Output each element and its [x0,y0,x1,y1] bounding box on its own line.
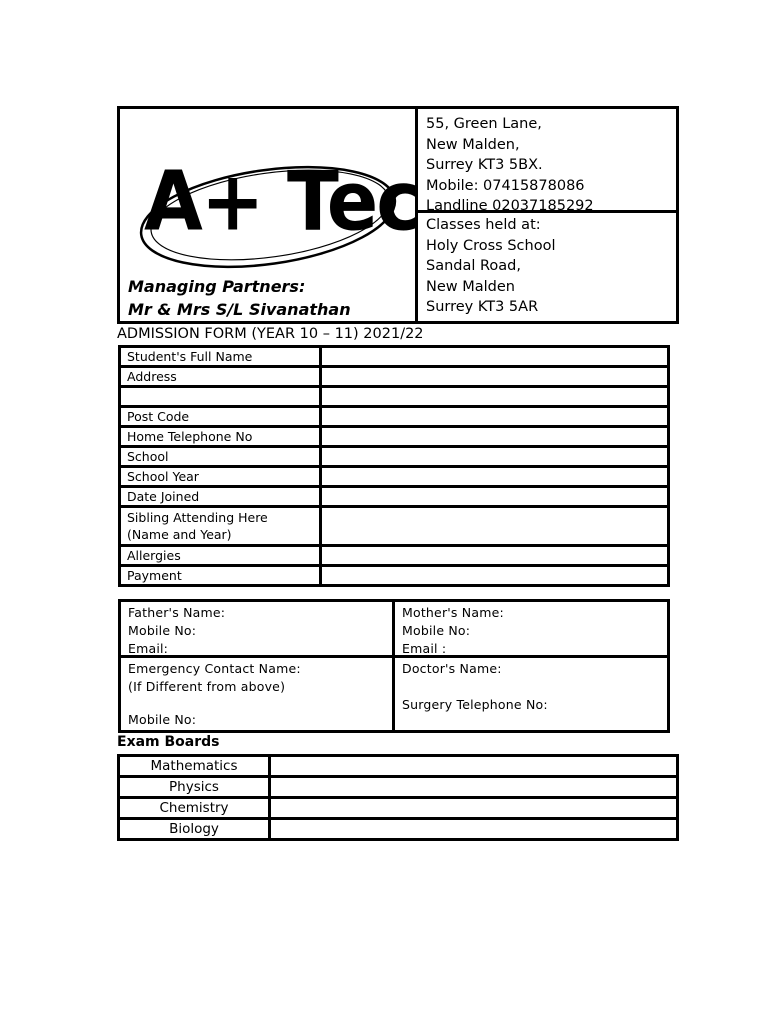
exam-boards-table [117,754,679,841]
classes-line-3: New Malden [426,278,515,295]
doctor-name-label: Doctor's Name: [402,661,502,676]
subject-label: Mathematics [119,756,270,777]
address-line-2: New Malden, [426,136,520,153]
field-label: School Year [120,467,321,487]
parents-row [121,602,667,658]
classes-line-1: Holy Cross School [426,237,556,254]
father-name-label: Father's Name: [128,605,226,620]
mobile-line: Mobile: 07415878086 [426,177,585,194]
date-joined-field[interactable] [321,487,669,507]
emergency-note: (If Different from above) [128,679,286,694]
mathematics-board-field[interactable] [270,756,678,777]
table-row [120,347,669,367]
classes-cell [418,213,676,321]
table-row [120,447,669,467]
father-email-label: Email: [128,641,169,656]
field-label: Home Telephone No [120,427,321,447]
surgery-phone-label: Surgery Telephone No: [402,697,548,712]
logo: A+ Tec [144,153,420,250]
parents-contacts-box [118,599,670,733]
emergency-doctor-row [121,658,667,730]
landline-line: Landline 02037185292 [426,198,594,214]
table-row [120,507,669,546]
postcode-field[interactable] [321,407,669,427]
home-telephone-field[interactable] [321,427,669,447]
field-label: Date Joined [120,487,321,507]
biology-board-field[interactable] [270,819,678,840]
table-row [119,798,678,819]
partners-names: Mr & Mrs S/L Sivanathan [128,300,351,319]
field-label-empty [120,387,321,407]
payment-field[interactable] [321,566,669,586]
school-field[interactable] [321,447,669,467]
sibling-label-line-2: (Name and Year) [127,527,232,542]
field-label: School [120,447,321,467]
doctor-section[interactable] [395,658,667,730]
classes-line-4: Surrey KT3 5AR [426,299,539,315]
table-row [120,407,669,427]
mother-mobile-label: Mobile No: [402,623,471,638]
table-row [119,819,678,840]
address-line-3: Surrey KT3 5BX. [426,157,543,173]
emergency-mobile-label: Mobile No: [128,712,197,727]
mother-email-label: Email : [402,641,447,656]
classes-line-2: Sandal Road, [426,258,522,274]
student-name-field[interactable] [321,347,669,367]
field-label: Address [120,367,321,387]
table-row [120,487,669,507]
emergency-section[interactable] [121,658,395,730]
form-title: ADMISSION FORM (YEAR 10 – 11) 2021/22 [117,326,424,342]
mother-section[interactable] [395,602,667,655]
mother-name-label: Mother's Name: [402,605,504,620]
field-label: Post Code [120,407,321,427]
table-row [120,546,669,566]
allergies-field[interactable] [321,546,669,566]
contact-cell [418,109,676,213]
father-section[interactable] [121,602,395,655]
partners-title: Managing Partners: [128,277,306,296]
table-row [119,777,678,798]
header-box [117,106,679,324]
subject-label: Chemistry [119,798,270,819]
subject-label: Physics [119,777,270,798]
table-row [120,367,669,387]
field-label: Allergies [120,546,321,566]
field-label: Student's Full Name [120,347,321,367]
field-label: Payment [120,566,321,586]
exam-boards-title: Exam Boards [117,734,220,750]
table-row [120,467,669,487]
school-year-field[interactable] [321,467,669,487]
sibling-field[interactable] [321,507,669,546]
table-row [120,566,669,586]
table-row [120,427,669,447]
classes-heading: Classes held at: [426,217,541,233]
physics-board-field[interactable] [270,777,678,798]
address-field-2[interactable] [321,387,669,407]
sibling-label-line-1: Sibling Attending Here [127,510,268,525]
field-label-sibling [120,507,321,546]
chemistry-board-field[interactable] [270,798,678,819]
address-line-1: 55, Green Lane, [426,116,542,132]
address-field-1[interactable] [321,367,669,387]
logo-cell [120,109,418,321]
table-row [119,756,678,777]
table-row [120,387,669,407]
emergency-name-label: Emergency Contact Name: [128,661,301,676]
father-mobile-label: Mobile No: [128,623,197,638]
student-details-table [118,345,670,587]
subject-label: Biology [119,819,270,840]
